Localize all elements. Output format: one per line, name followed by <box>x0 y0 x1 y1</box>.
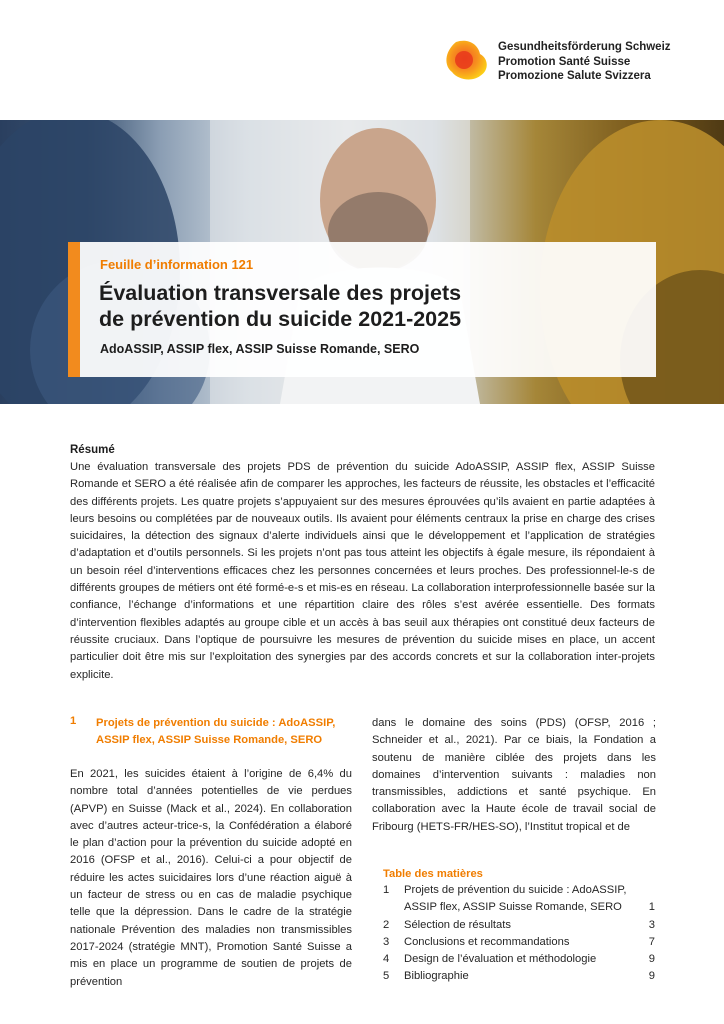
logo-line-fr: Promotion Santé Suisse <box>498 55 631 68</box>
toc-item-label: Design de l’évaluation et méthodologie <box>404 953 597 966</box>
toc-item[interactable] <box>383 951 655 968</box>
toc-item-number: 4 <box>383 953 390 966</box>
page-title <box>99 280 461 332</box>
page-subtitle: AdoASSIP, ASSIP flex, ASSIP Suisse Romande, SERO <box>100 342 420 356</box>
toc-item[interactable] <box>383 882 655 917</box>
toc-item-label: Projets de prévention du suicide : AdoASSIP, ASSIP flex, ASSIP Suisse Romande, SERO <box>404 884 627 914</box>
toc-item-number: 5 <box>383 970 390 983</box>
toc-item-page: 1 <box>648 901 655 914</box>
toc-item-number: 3 <box>383 935 390 948</box>
logo-line-it: Promozione Salute Svizzera <box>498 70 651 82</box>
foundation-logo-icon <box>442 38 492 82</box>
toc-item[interactable] <box>383 968 655 985</box>
toc-item[interactable] <box>383 917 655 934</box>
toc-item-label: Conclusions et recommandations <box>404 935 570 948</box>
toc-item[interactable] <box>383 934 655 951</box>
toc-item-page: 9 <box>648 953 655 966</box>
toc-item-page: 9 <box>648 970 655 983</box>
toc-item-label: Bibliographie <box>404 970 469 983</box>
table-of-contents <box>383 868 655 986</box>
section-1-number: 1 <box>70 715 77 727</box>
logo-line-de: Gesundheitsförderung Schweiz <box>498 41 671 53</box>
foundation-name <box>498 40 671 84</box>
toc-item-page: 7 <box>648 935 655 948</box>
toc-heading: Table des matières <box>383 868 483 880</box>
toc-item-number: 1 <box>383 884 390 896</box>
toc-item-number: 2 <box>383 918 390 931</box>
summary-text: Une évaluation transversale des projets PDS de prévention du suicide AdoASSIP, ASSIP flex, ASSIP Suisse Romande et SERO a été réalisée afin de comparer les approches, les facteurs de réussite, les obstacles et l’efficacité des différents projets. Les quatre projets s’appuyaient sur des mesures éprouvées qu’ils avaient en partie adaptées à leurs besoins ou complétées par de nouveaux outils. Ils avaient pour éléments centraux la prise en charge des crises suicidaires, la détection des signaux d’alerte individuels ainsi que le développement et l’application de stratégies d’adaptation et d’outils personnels. Si les projets n’ont pas tous atteint les objectifs à égale mesure, ils répondaient à un besoin réel d’interventions efficaces chez les personnes concernées et leurs proches. Des professionnel-le-s de différents groupes de métiers ont été formé-e-s et mis-es en réseau. La collaboration interprofessionnelle basée sur la confiance, l’échange d’informations et une répartition claire des rôles s’est avérée essentielle. Des formats d’intervention flexibles adaptés au groupe cible et un accès à bas seuil aux thérapies ont constitué deux facteurs de réussite cruciaux. Dans l’optique de poursuivre les mesures de prévention du suicide mises en place, un accent particulier doit être mis sur l’exploitation des synergies par des accords concrets et sur la collaboration inter-projets explicite. <box>70 461 655 681</box>
title-line-1: Évaluation transversale des projets <box>99 281 462 305</box>
toc-item-page: 3 <box>648 918 655 931</box>
factsheet-number: Feuille d’information 121 <box>100 257 254 272</box>
section-1-text-left: En 2021, les suicides étaient à l’origine de 6,4% du nombre total d’années potentielles de vie perdues (APVP) en Suisse (Mack et al., 2024). En collaboration avec d’autres acteur-trice-s, la Confédération a élaboré le plan d’action pour la prévention du suicide adopté en 2016 (OFSP et al., 2016). Celui-ci a pour objectif de réduire les actes suicidaires lors d’une réaction aiguë à un facteur de stress ou en cas de maladie psychique telle que la dépression. Dans le cadre de la stratégie nationale Prévention des maladies non transmissibles 2017-2024 (stratégie MNT), Promotion Santé Suisse a mis en place un programme de soutien de projets de prévention <box>70 768 352 988</box>
section-1-heading: Projets de prévention du suicide : AdoASSIP, ASSIP flex, ASSIP Suisse Romande, SERO <box>96 717 336 747</box>
title-line-2: de prévention du suicide 2021-2025 <box>99 307 462 331</box>
section-1-text-right: dans le domaine des soins (PDS) (OFSP, 2016 ; Schneider et al., 2021). Par ce biais, la Fondation a soutenu de manière ciblée des projets dans les domaines d’intervention suivants : maladies non transmissibles, addictions et santé psychique. En collaboration avec la Haute école de travail social de Fribourg (HETS-FR/HES-SO), l’Institut tropical et de <box>372 717 656 833</box>
title-accent-bar <box>68 242 80 377</box>
summary-heading: Résumé <box>70 444 115 456</box>
toc-item-label: Sélection de résultats <box>404 918 511 931</box>
